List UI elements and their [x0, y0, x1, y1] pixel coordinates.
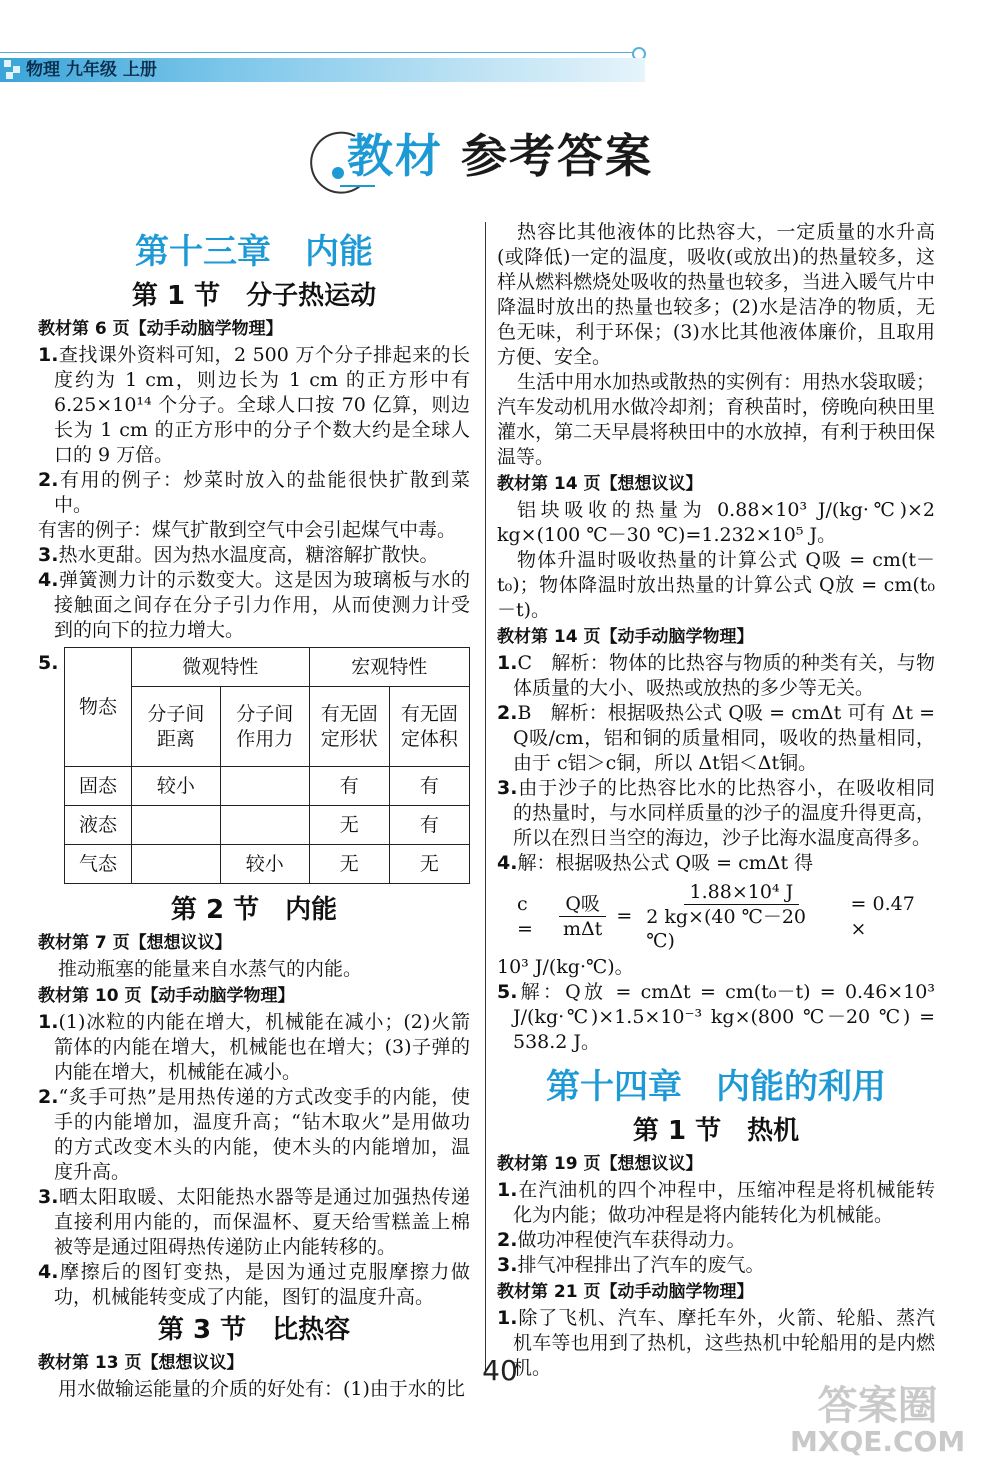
watermark-text: 答案圈 [817, 1383, 938, 1429]
page-number: 40 [482, 1354, 518, 1387]
table-cell: 无 [309, 806, 389, 845]
table-cell: 较小 [220, 845, 309, 884]
answer-paragraph: 用水做输运能量的介质的好处有：(1)由于水的比 [58, 1378, 465, 1400]
table-row [65, 806, 470, 845]
table-cell: 液态 [65, 806, 132, 845]
states-table-block [38, 647, 470, 884]
answer-item-cont: 有害的例子：煤气扩散到空气中会引起煤气中毒。 [38, 519, 457, 541]
answer-item: 4.摩擦后的图钉变热，是因为通过克服摩擦力做功，机械能转变成了内能，图钉的温度升高。 [38, 1261, 470, 1308]
main-title-part2: 参考答案 [461, 129, 653, 183]
ref-heading: 教材第 13 页【想想议议】 [38, 1353, 244, 1373]
fraction-denominator: 2 kg×(40 ℃－20 ℃) [646, 906, 807, 952]
answer-paragraph: 推动瓶塞的能量来自水蒸气的内能。 [58, 958, 363, 980]
ref-heading: 教材第 7 页【想想议议】 [38, 933, 232, 953]
answer-item: 1.(1)冰粒的内能在增大，机械能在减小；(2)火箭箭体的内能在增大，机械能也在增大；(3)子弹的内能在增大，机械能在减小。 [38, 1011, 470, 1083]
table-header: 宏观特性 [309, 648, 469, 687]
table-header: 物态 [65, 648, 132, 767]
answer-item: 3.热水更甜。因为热水温度高，糖溶解扩散快。 [38, 544, 439, 566]
table-cell: 有 [389, 767, 469, 806]
chapter-13-title: 第十三章 内能 [135, 232, 373, 272]
fraction [557, 892, 608, 941]
answer-item: 1.除了飞机、汽车、摩托车外，火箭、轮船、蒸汽机车等也用到了热机，这些热机中轮船用的是内燃机。 [497, 1307, 935, 1379]
table-cell [220, 806, 309, 845]
header-squares-icon [4, 60, 22, 80]
ref-heading: 教材第 14 页【想想议议】 [497, 474, 703, 494]
section-title: 第 1 节 热机 [632, 1116, 800, 1146]
ref-heading: 教材第 21 页【动手动脑学物理】 [497, 1282, 754, 1302]
answer-item: 2.有用的例子：炒菜时放入的盐能很快扩散到菜中。 [38, 469, 470, 516]
answer-paragraph: 铝块吸收的热量为 0.88×10³ J/(kg·℃)×2 kg×(100 ℃－30 ℃)=1.232×10⁵ J。 [497, 499, 935, 546]
table-cell [131, 845, 220, 884]
answer-item: 1.查找课外资料可知，2 500 万个分子排起来的长度约为 1 cm，则边长为 1 cm 的正方形中有6.25×10¹⁴ 个分子。全球人口按 70 亿算，则边长为 1 cm 的正方形中的分子个数大约是全球人口的 9 万倍。 [38, 344, 470, 466]
answer-item: 1.C 解析：物体的比热容与物质的种类有关，与物体质量的大小、吸热或放热的多少等无关。 [497, 652, 935, 699]
table-header: 分子间距离 [131, 687, 220, 767]
fraction-numerator: 1.88×10⁴ J [684, 880, 800, 905]
table-row [65, 767, 470, 806]
watermark-url: MXQE.COM [790, 1425, 966, 1458]
answer-paragraph: 生活中用水加热或散热的实例有：用热水袋取暖；汽车发动机用水做冷却剂；育秧苗时，傍晚向秧田里灌水，第二天早晨将秧田中的水放掉，有利于秧田保温等。 [497, 371, 936, 468]
table-header: 有无固定体积 [389, 687, 469, 767]
section-1-title: 第 1 节 分子热运动 [131, 281, 377, 311]
table-cell: 有 [389, 806, 469, 845]
states-table [64, 647, 470, 884]
answer-item: 4.弹簧测力计的示数变大。这是因为玻璃板与水的接触面之间存在分子引力作用，从而使测力计受到的向下的拉力增大。 [38, 569, 470, 641]
answer-item: 2.做功冲程使汽车获得动力。 [497, 1229, 746, 1251]
chapter-14-title: 第十四章 内能的利用 [546, 1067, 886, 1107]
formula-block [517, 880, 935, 953]
formula-unit: 10³ J/(kg·℃)。 [497, 956, 634, 978]
item-number: 5. [38, 652, 59, 674]
answer-paragraph-cont: 热容比其他液体的比热容大，一定质量的水升高(或降低)一定的温度，吸收(或放出)的热量较多，这样从燃料燃烧处吸收的热量也较多，当进入暖气片中降温时放出的热量也较多；(2)水是洁净的物质，无色无味，利于环保；(3)水比其他液体廉价，且取用方便、安全。 [497, 221, 935, 368]
answer-item: 2.B 解析：根据吸热公式 Q吸 = cmΔt 可有 Δt = Q吸/cm，铝和铜的质量相同，吸收的热量相同，由于 c铝＞c铜，所以 Δt铝＜Δt铜。 [497, 702, 935, 774]
header-rule [0, 52, 638, 53]
answer-paragraph: 物体升温时吸收热量的计算公式 Q吸 = cm(t－t₀)；物体降温时放出热量的计算公式 Q放 = cm(t₀－t)。 [497, 549, 935, 621]
fraction-numerator: Q吸 [559, 892, 606, 917]
watermark-logo [790, 1385, 965, 1457]
table-cell: 无 [309, 845, 389, 884]
answer-item: 1.在汽油机的四个冲程中，压缩冲程是将机械能转化为内能；做功冲程是将内能转化为机械能。 [497, 1179, 935, 1226]
fraction-denominator: mΔt [562, 918, 603, 940]
column-divider [485, 222, 486, 1372]
table-header: 有无固定形状 [309, 687, 389, 767]
ref-heading: 教材第 14 页【动手动脑学物理】 [497, 627, 754, 647]
right-column [497, 220, 935, 1381]
table-cell: 较小 [131, 767, 220, 806]
ref-heading: 教材第 6 页【动手动脑学物理】 [38, 319, 283, 339]
answer-item: 5.解：Q放 = cmΔt = cm(t₀－t) = 0.46×10³ J/(kg·℃)×1.5×10⁻³ kg×(800 ℃－20 ℃) = 538.2 J。 [497, 981, 935, 1053]
section-3-title: 第 3 节 比热容 [157, 1315, 351, 1345]
answer-item: 3.由于沙子的比热容比水的比热容小，在吸收相同的热量时，与水同样质量的沙子的温度升得更高，所以在烈日当空的海边，沙子比海水温度高得多。 [497, 777, 935, 849]
table-cell: 气态 [65, 845, 132, 884]
table-cell: 有 [309, 767, 389, 806]
formula-result: = 0.47 × [850, 892, 915, 940]
fraction [640, 880, 842, 953]
ref-heading: 教材第 10 页【动手动脑学物理】 [38, 986, 295, 1006]
answer-item: 3.晒太阳取暖、太阳能热水器等是通过加强热传递直接利用内能的，而保温杯、夏天给雪糕盖上棉被等是通过阻碍热传递防止内能转移的。 [38, 1186, 470, 1258]
table-cell: 无 [389, 845, 469, 884]
table-row [65, 845, 470, 884]
answer-item: 2.“炙手可热”是用热传递的方式改变手的内能，使手的内能增加，温度升高；“钻木取火”是用做功的方式改变木头的内能，使木头的内能增加，温度升高。 [38, 1086, 470, 1183]
table-header: 分子间作用力 [220, 687, 309, 767]
answer-item: 4.解：根据吸热公式 Q吸 = cmΔt 得 [497, 852, 814, 874]
table-header: 微观特性 [131, 648, 309, 687]
page-main-title [0, 120, 1000, 186]
left-column [38, 220, 470, 1402]
table-cell [220, 767, 309, 806]
answer-item: 3.排气冲程排出了汽车的废气。 [497, 1254, 765, 1276]
table-cell [131, 806, 220, 845]
book-title: 物理 九年级 上册 [26, 60, 157, 80]
formula-lhs: c = [517, 892, 533, 940]
section-2-title: 第 2 节 内能 [170, 895, 338, 925]
ref-heading: 教材第 19 页【想想议议】 [497, 1154, 703, 1174]
formula-equals: = [616, 905, 633, 927]
main-title-part1: 教材 [346, 129, 443, 183]
table-cell: 固态 [65, 767, 132, 806]
